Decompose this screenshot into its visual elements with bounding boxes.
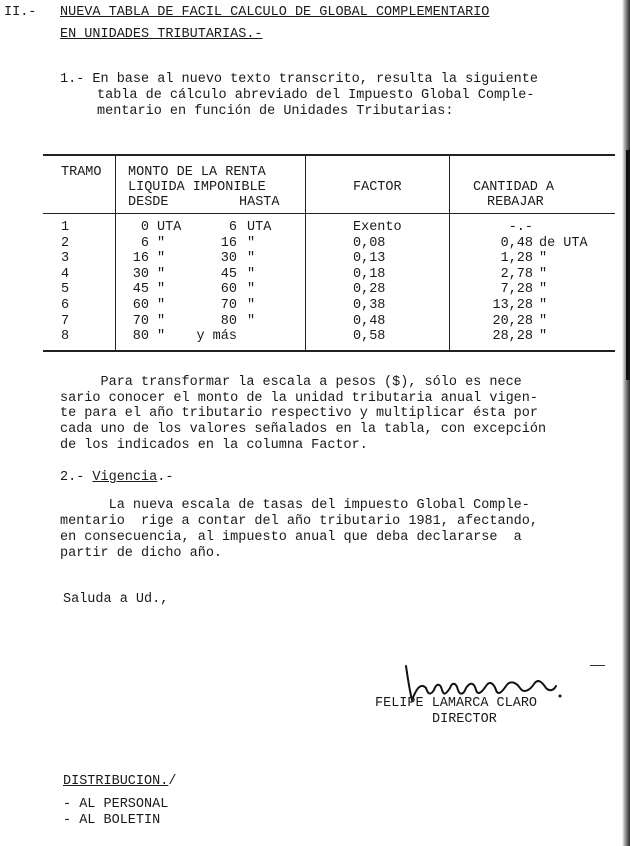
cell-rebajar-unit: " xyxy=(539,251,548,267)
cell-rebajar: 20,28 xyxy=(492,313,533,329)
cell-hasta: 6 xyxy=(228,220,237,235)
signature-dash xyxy=(590,665,605,666)
cell-desde: 45 xyxy=(132,282,149,298)
header-hasta: HASTA xyxy=(239,195,280,210)
cell-rebajar: 28,28 xyxy=(492,329,533,345)
cell-desde-unit: UTA xyxy=(157,220,182,235)
cell-rebajar-unit: " xyxy=(539,282,548,298)
cell-factor: 0,28 xyxy=(353,282,386,298)
cell-desde: 60 xyxy=(132,298,149,313)
cell-factor: 0,13 xyxy=(353,251,386,267)
escala-line-2: sario conocer el monto de la unidad tributaria anual vigen- xyxy=(60,391,538,406)
header-divider xyxy=(43,213,615,214)
cell-rebajar-unit: " xyxy=(539,329,548,345)
cell-hasta: 30 xyxy=(220,251,237,267)
cell-factor: 0,38 xyxy=(353,298,386,313)
cell-desde: 0 xyxy=(140,220,149,235)
cell-hasta-unit: " xyxy=(247,282,256,298)
cell-tramo: 3 xyxy=(61,251,70,267)
distribution-heading xyxy=(63,774,176,790)
table-divider-1 xyxy=(115,156,116,350)
header-factor: FACTOR xyxy=(353,180,402,195)
cell-desde-unit: " xyxy=(157,251,166,267)
cell-desde: 80 xyxy=(132,329,149,345)
cell-desde-unit: " xyxy=(157,266,166,282)
vigencia-line-2: mentario rige a contar del año tributario 1981, afectando, xyxy=(60,514,538,529)
cell-hasta: 70 xyxy=(220,298,237,313)
cell-hasta-unit: " xyxy=(247,266,256,282)
intro-line-3: mentario en función de Unidades Tributarias: xyxy=(97,104,454,119)
cell-hasta: 16 xyxy=(220,235,237,251)
intro-line-1: 1.- En base al nuevo texto transcrito, resulta la siguiente xyxy=(60,72,538,87)
cell-tramo: 7 xyxy=(61,313,70,329)
table-divider-3 xyxy=(449,156,450,350)
closing: Saluda a Ud., xyxy=(63,592,169,607)
cell-hasta-unit: UTA xyxy=(247,220,272,235)
cell-desde-unit: " xyxy=(157,329,166,345)
cell-rebajar-unit: " xyxy=(539,313,548,329)
cell-hasta: 45 xyxy=(220,266,237,282)
vigencia-number: 2.- xyxy=(60,470,85,485)
signatory-name: FELIPE LAMARCA CLARO xyxy=(375,696,538,711)
header-desde: DESDE xyxy=(128,195,169,210)
cell-rebajar: 1,28 xyxy=(500,251,533,267)
cell-desde-unit: " xyxy=(157,313,166,329)
cell-factor: 0,48 xyxy=(353,313,386,329)
cell-rebajar-unit: " xyxy=(539,298,548,313)
signatory-title: DIRECTOR xyxy=(432,712,497,727)
cell-hasta-unit: " xyxy=(247,235,256,251)
header-tramo: TRAMO xyxy=(61,165,102,180)
cell-tramo: 1 xyxy=(61,220,70,235)
cell-desde-unit: " xyxy=(157,282,166,298)
cell-hasta: y más xyxy=(196,329,237,345)
cell-desde: 16 xyxy=(132,251,149,267)
vigencia-heading xyxy=(60,470,173,486)
section-number: II.- xyxy=(4,5,37,20)
cell-desde: 70 xyxy=(132,313,149,329)
cell-hasta: 60 xyxy=(220,282,237,298)
cell-desde-unit: " xyxy=(157,235,166,251)
table-divider-2 xyxy=(305,156,306,350)
distribution-heading-suffix: / xyxy=(168,774,177,789)
cell-rebajar: -.- xyxy=(508,220,533,235)
header-monto-2: LIQUIDA IMPONIBLE xyxy=(128,180,266,195)
cell-desde: 30 xyxy=(132,266,149,282)
section-title-line1: NUEVA TABLA DE FACIL CALCULO DE GLOBAL COMPLEMENTARIO xyxy=(60,5,490,20)
cell-tramo: 5 xyxy=(61,282,70,298)
cell-factor: 0,58 xyxy=(353,329,386,345)
escala-line-1: Para transformar la escala a pesos ($), sólo es nece xyxy=(60,375,522,390)
scan-edge-shadow xyxy=(622,0,630,846)
vigencia-title: Vigencia xyxy=(92,470,158,485)
cell-factor: Exento xyxy=(353,220,402,235)
vigencia-line-4: partir de dicho año. xyxy=(60,546,223,561)
vigencia-suffix: .- xyxy=(157,470,174,485)
vigencia-line-1: La nueva escala de tasas del impuesto Global Comple- xyxy=(60,498,530,513)
cell-desde: 6 xyxy=(140,235,149,251)
cell-factor: 0,08 xyxy=(353,235,386,251)
cell-rebajar: 13,28 xyxy=(492,298,533,313)
scan-edge-dark xyxy=(626,150,630,380)
cell-hasta-unit: " xyxy=(247,313,256,329)
distribution-item-boletin: - AL BOLETIN xyxy=(63,813,161,828)
cell-hasta: 80 xyxy=(220,313,237,329)
cell-tramo: 2 xyxy=(61,235,70,251)
escala-line-3: te para el año tributario respectivo y multiplicar ésta por xyxy=(60,406,538,421)
intro-line-2: tabla de cálculo abreviado del Impuesto Global Comple- xyxy=(97,88,535,103)
header-monto-1: MONTO DE LA RENTA xyxy=(128,165,266,180)
header-cantidad-1: CANTIDAD A xyxy=(473,180,555,195)
header-cantidad-2: REBAJAR xyxy=(487,195,544,210)
cell-tramo: 8 xyxy=(61,329,70,345)
cell-hasta-unit: " xyxy=(247,298,256,313)
cell-hasta-unit: " xyxy=(247,251,256,267)
vigencia-line-3: en consecuencia, al impuesto anual que deba declararse a xyxy=(60,530,522,545)
cell-desde-unit: " xyxy=(157,298,166,313)
distribution-item-personal: - AL PERSONAL xyxy=(63,797,169,812)
escala-line-5: de los indicados en la columna Factor. xyxy=(60,438,368,453)
cell-factor: 0,18 xyxy=(353,266,386,282)
escala-line-4: cada uno de los valores señalados en la tabla, con excepción xyxy=(60,422,547,437)
tax-table xyxy=(43,154,615,352)
cell-tramo: 6 xyxy=(61,298,70,313)
section-title-line2: EN UNIDADES TRIBUTARIAS.- xyxy=(60,27,263,42)
distribution-heading-text: DISTRIBUCION. xyxy=(63,774,169,789)
cell-rebajar: 7,28 xyxy=(500,282,533,298)
cell-tramo: 4 xyxy=(61,266,70,282)
cell-rebajar: 2,78 xyxy=(500,266,533,282)
cell-rebajar-unit: " xyxy=(539,266,548,282)
cell-rebajar: 0,48 xyxy=(500,235,533,251)
cell-rebajar-unit: de UTA xyxy=(539,235,588,251)
